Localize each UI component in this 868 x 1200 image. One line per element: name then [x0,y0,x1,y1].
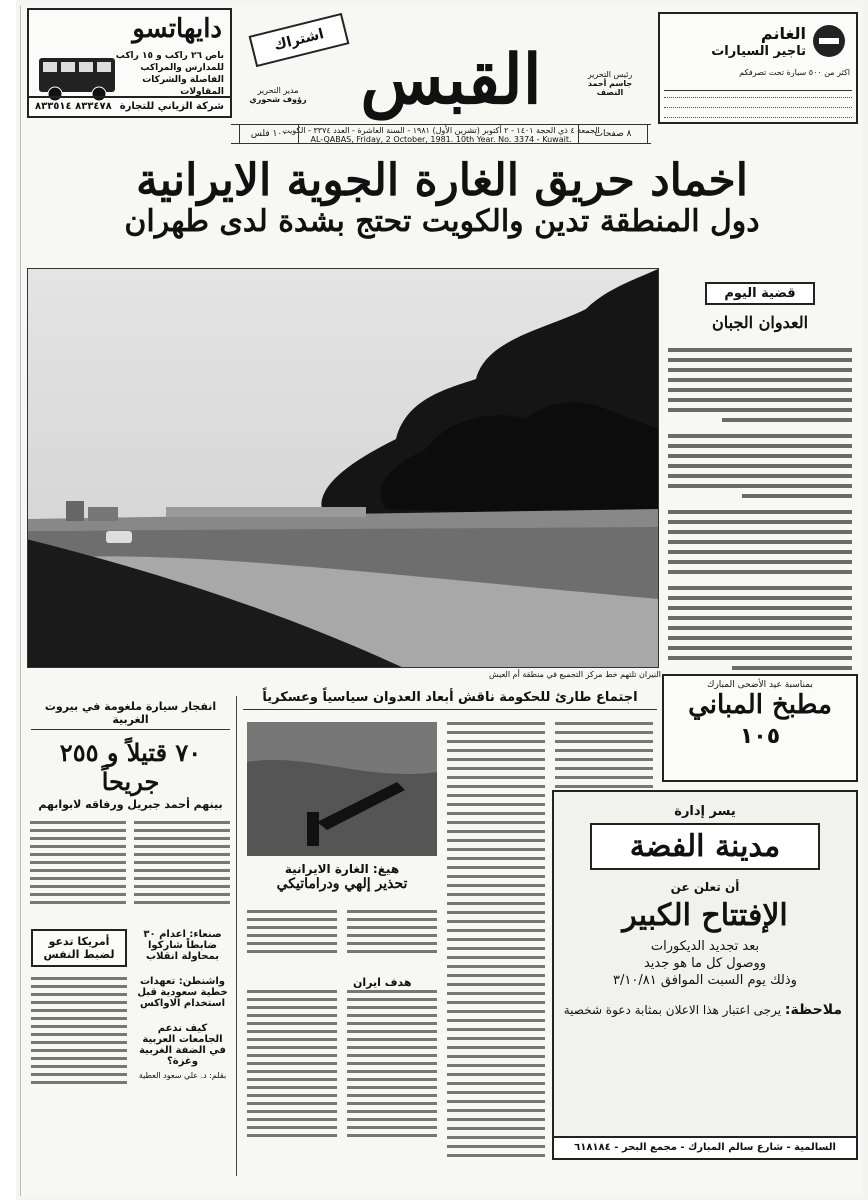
ad-l1: بعد تجديد الديكورات [650,939,760,954]
story4-head: صنعاء: اعدام ٣٠ ضابطاً شاركوا بمحاولة انقلاب [143,929,222,962]
story7-head: هدف ايران [353,976,412,989]
photo-caption: النيران تلتهم خط مركز التجميع في منطقة أم العيش [488,670,661,679]
front-page [20,6,862,1196]
text-lines-graphic [662,342,858,682]
story3-sub: تحذير إلهي ودراماتيكي [276,876,408,892]
story1-big: ٧٠ قتيلاً و ٢٥٥ جريحاً [59,738,202,796]
column-body-lines [662,342,858,682]
ad-right-line: اكثر من ٥٠٠ سيارة تحت تصرفكم [739,68,850,77]
ad-store-name: مدينة الفضة [590,823,820,870]
story1-sub: بينهم أحمد جبريل ورفاقه لابوابهم [38,798,223,811]
ad-note-label: ملاحظة: [784,1002,842,1018]
today-issue-column [662,268,858,688]
ad-right-sub: تاجير السيارات [711,44,806,59]
alghanim-ad [658,12,858,124]
story5-head: واشنطن: تعهدات خطية سعودية قبل استخدام الاواكس [137,976,228,1009]
editor-label: رئيس التحرير [587,70,633,79]
silver-city-ad [552,790,858,1160]
story1-head: انفجار سيارة ملغومة في بيروت الغربية [31,700,230,730]
ad-company: شركة الزياني للتجارة [119,101,224,112]
ad-kicker: يسر إدارة [674,804,736,819]
story3-head: هيغ: الغارة الايرانية [284,862,400,876]
story1-text-lines [30,817,230,917]
page-count: ٨ صفحات [578,124,648,144]
story6-head: كيف ندعم الجامعات العربية في الضفة الغربية وغزة؟ [139,1023,226,1067]
ad-phones: ٨٣٣٤٧٨ ٨٣٣٥١٤ [35,101,112,112]
dateline-en: AL-QABAS, Friday, 2 October, 1981. 10th Year. No. 3374 - Kuwait. [310,135,572,144]
ad-line-1: باص ٢٦ راكب و ١٥ راكب [115,51,224,61]
newspaper-page [16,0,868,1200]
headlines [21,155,863,240]
ad-big: الإفتتاح الكبير [622,898,788,933]
column-kicker: قضية اليوم [705,282,815,305]
story6-byline: بقلم: د. علي سعود العطية [138,1071,227,1080]
alghanim-logo-icon [812,24,846,58]
price: ١٠٠ فلس [239,124,299,144]
ad-note: يرجى اعتبار هذا الاعلان بمثابة دعوة شخصية [563,1003,782,1017]
masthead-logo: القبس [360,40,542,120]
story-photo [247,722,437,856]
ad-line-3: الفاصلة والشركات [142,75,224,86]
daihatsu-ad [27,8,232,118]
ad-l3: وذلك يوم السبت الموافق ٣/١٠/٨١ [613,973,797,988]
kitchen-ad [662,674,858,782]
main-headline: اخماد حريق الغارة الجوية الايرانية [136,155,748,206]
director-name: رؤوف شحوري [249,95,307,104]
us-box: أمريكا تدعو لضبط النفس [31,929,127,967]
left-column [27,696,237,1176]
ad-line-2: للمدارس والمراكب [140,63,224,74]
story2-head: اجتماع طارئ للحكومة ناقش أبعاد العدوان سياسياً وعسكرياً [243,690,657,710]
kitchen-price: ١٠٥ [739,724,781,749]
kitchen-kicker: بمناسبة عيد الأضحى المبارك [707,680,813,690]
ad-right-brand: الغانم [760,24,806,43]
column-title: العدوان الجبان [711,313,809,332]
ad-address: السالمية - شارع سالم المبارك - مجمع البحر - ٦١٨١٨٤ [554,1136,856,1158]
kitchen-title: مطبخ المباني [688,690,832,720]
ad-brand: دايهاتسو [132,14,222,44]
sub-headline: دول المنطقة تدين والكويت تحتج بشدة لدى طهران [124,204,760,240]
editor-name: جاسم أحمد النصف [587,79,633,97]
story-lines-b [31,973,127,1113]
smoke-photo-image [27,269,658,668]
ad-line-4: المقاولات [180,87,224,98]
fire-photo [27,268,659,668]
ad-l2: ووصول كل ما هو جديد [643,956,767,971]
middle-lines-a [247,900,437,1170]
dateline-ar: الجمعة ٤ ذي الحجة ١٤٠١ - ٢ أكتوبر (تشرين الأول) ١٩٨١ - السنة العاشرة - العدد ٣٣٧٤ - الكويت [282,126,600,135]
director-label: مدير التحرير [257,86,299,95]
subscription-stamp: اشتراك [249,13,350,67]
ad-announce: أن تعلن عن [670,880,740,894]
